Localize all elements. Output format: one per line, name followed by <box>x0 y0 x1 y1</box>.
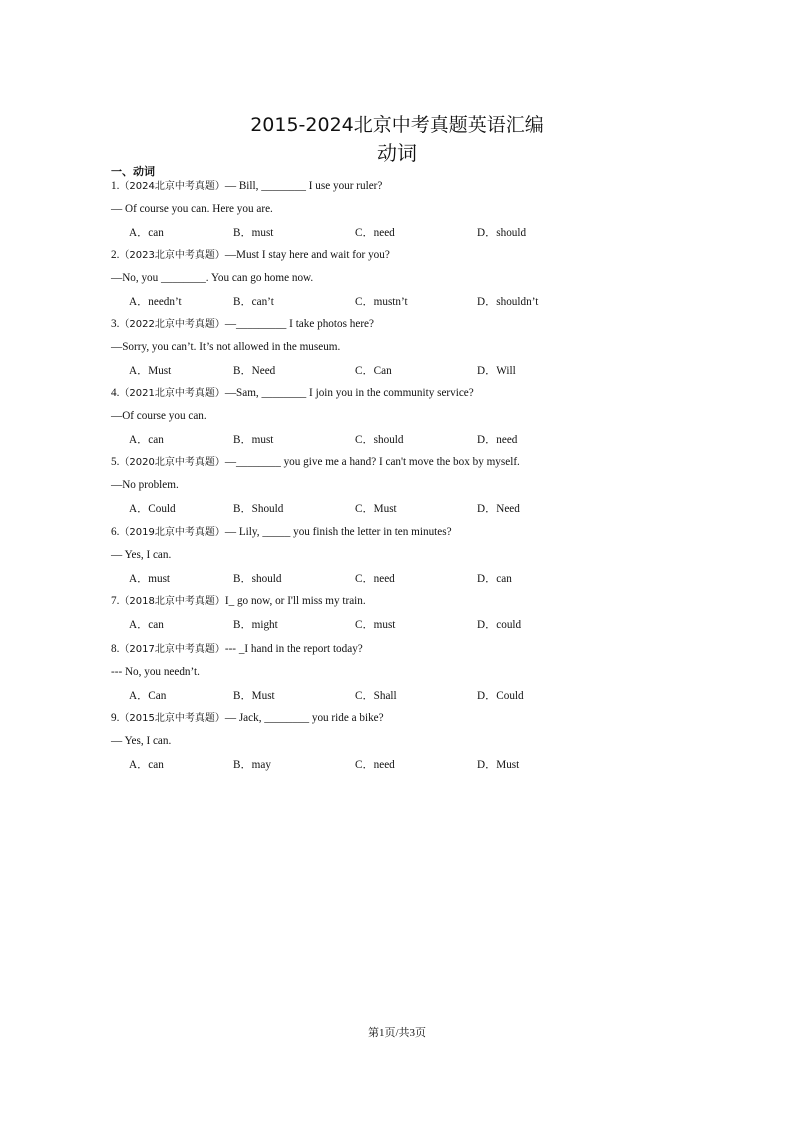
question-stem: — Jack, ________ you ride a bike? <box>224 712 384 724</box>
question-7 <box>111 590 731 638</box>
option-d: D．shouldn’t <box>477 295 539 308</box>
question-number: 5. <box>111 456 120 468</box>
option-c: C．mustn’t <box>355 295 408 308</box>
question-stem: —_________ I take photos here? <box>224 318 374 330</box>
option-c: C．must <box>355 619 396 632</box>
question-number: 2. <box>111 249 120 261</box>
question-2 <box>111 244 731 314</box>
option-c: C．need <box>355 572 395 585</box>
question-reply: —No problem. <box>111 479 179 492</box>
question-8 <box>111 638 731 708</box>
question-stem: — Lily, _____ you finish the letter in ten minutes? <box>224 526 452 538</box>
option-a: A．can <box>129 619 164 632</box>
option-b: B．can’t <box>233 295 274 308</box>
options-row <box>111 498 731 521</box>
question-source: （2019北京中考真题） <box>119 527 225 538</box>
option-a: A．can <box>129 433 164 446</box>
option-a: A．Could <box>129 502 176 515</box>
question-stem: --- _I hand in the report today? <box>224 643 363 655</box>
question-reply: --- No, you needn’t. <box>111 666 200 679</box>
question-9 <box>111 707 731 777</box>
option-a: A．can <box>129 758 164 771</box>
option-d: D．Must <box>477 758 520 771</box>
option-b: B．Must <box>233 689 275 702</box>
option-c: C．should <box>355 433 404 446</box>
question-number: 3. <box>111 318 120 330</box>
question-source: （2023北京中考真题） <box>119 250 225 261</box>
question-stem: —Sam, ________ I join you in the community service? <box>224 387 474 399</box>
option-b: B．Need <box>233 364 276 377</box>
options-row <box>111 614 731 637</box>
option-b: B．Should <box>233 502 284 515</box>
question-number: 6. <box>111 526 120 538</box>
question-number: 9. <box>111 712 120 724</box>
option-b: B．must <box>233 433 274 446</box>
options-row <box>111 568 731 591</box>
option-d: D．could <box>477 619 522 632</box>
option-a: A．Can <box>129 689 167 702</box>
question-source: （2022北京中考真题） <box>119 319 225 330</box>
option-b: B．might <box>233 619 278 632</box>
question-1 <box>111 175 731 245</box>
question-number: 1. <box>111 180 120 192</box>
question-stem: I_ go now, or I'll miss my train. <box>224 595 366 607</box>
document-subtitle: 动词 <box>377 141 417 165</box>
question-number: 8. <box>111 643 120 655</box>
option-a: A．Must <box>129 364 172 377</box>
question-3 <box>111 313 731 383</box>
option-c: C．need <box>355 758 395 771</box>
option-b: B．may <box>233 758 271 771</box>
question-source: （2020北京中考真题） <box>119 457 225 468</box>
option-d: D．Could <box>477 689 524 702</box>
option-a: A．needn’t <box>129 295 182 308</box>
question-reply: — Of course you can. Here you are. <box>111 203 273 216</box>
question-reply: — Yes, I can. <box>111 735 172 748</box>
options-row <box>111 291 731 314</box>
option-d: D．need <box>477 433 518 446</box>
option-c: C．Can <box>355 364 392 377</box>
option-c: C．Shall <box>355 689 397 702</box>
option-d: D．Need <box>477 502 520 515</box>
options-row <box>111 754 731 777</box>
option-d: D．can <box>477 572 512 585</box>
question-stem: —________ you give me a hand? I can't move the box by myself. <box>224 456 520 468</box>
options-row <box>111 429 731 452</box>
question-source: （2018北京中考真题） <box>119 596 225 607</box>
options-row <box>111 360 731 383</box>
option-b: B．should <box>233 572 282 585</box>
question-source: （2024北京中考真题） <box>119 181 225 192</box>
question-source: （2015北京中考真题） <box>119 713 225 724</box>
page-footer: 第1页/共3页 <box>367 1027 427 1039</box>
question-source: （2021北京中考真题） <box>119 388 225 399</box>
question-reply: —Of course you can. <box>111 410 207 423</box>
option-a: A．must <box>129 572 171 585</box>
question-reply: — Yes, I can. <box>111 549 172 562</box>
option-d: D．should <box>477 226 527 239</box>
option-c: C．need <box>355 226 395 239</box>
section-heading: 一、动词 <box>111 165 155 178</box>
document-title: 2015-2024北京中考真题英语汇编 <box>250 114 544 136</box>
question-stem: —Must I stay here and wait for you? <box>224 249 390 261</box>
question-reply: —Sorry, you can’t. It’s not allowed in the museum. <box>111 341 341 354</box>
question-5 <box>111 451 731 521</box>
question-source: （2017北京中考真题） <box>119 644 225 655</box>
options-row <box>111 685 731 708</box>
option-a: A．can <box>129 226 164 239</box>
question-4 <box>111 382 731 452</box>
question-stem: — Bill, ________ I use your ruler? <box>224 180 383 192</box>
question-6 <box>111 521 731 591</box>
question-number: 4. <box>111 387 120 399</box>
options-row <box>111 222 731 245</box>
question-number: 7. <box>111 595 120 607</box>
option-b: B．must <box>233 226 274 239</box>
question-reply: —No, you ________. You can go home now. <box>111 272 314 285</box>
option-c: C．Must <box>355 502 397 515</box>
option-d: D．Will <box>477 364 516 377</box>
